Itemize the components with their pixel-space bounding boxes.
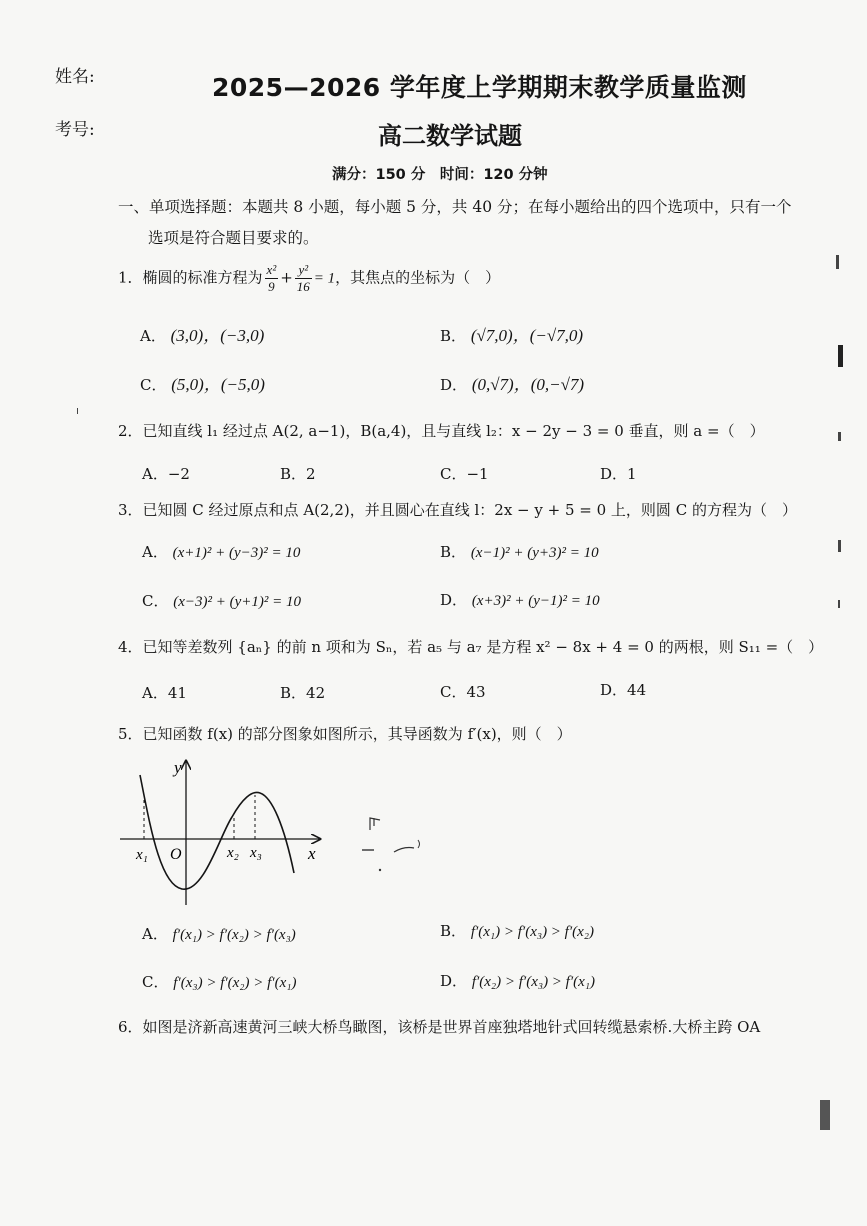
q1-option-a: A． (3,0)，(−3,0) xyxy=(140,326,265,345)
q2-option-d: D．1 xyxy=(600,465,637,483)
section-1-instructions-cont: 选项是符合题目要求的。 xyxy=(148,229,319,247)
q1-option-d: D． (0,√7)，(0,−√7) xyxy=(440,375,585,394)
name-label: 姓名: xyxy=(55,67,95,87)
scan-dot-mark xyxy=(77,408,78,414)
page-subtitle: 高二数学试题 xyxy=(378,122,522,150)
q4-option-c: C．43 xyxy=(440,683,486,701)
q3-option-b: B． (x−1)² + (y+3)² = 10 xyxy=(440,543,599,561)
fraction-y2-over-16: $\frac{\text{y²}}{16}$ xyxy=(296,262,310,294)
x1-label: x₁ xyxy=(136,847,148,863)
function-graph xyxy=(112,755,332,915)
q2-option-c: C．−1 xyxy=(440,465,489,483)
q1-option-c: C． (5,0)，(−5,0) xyxy=(140,375,265,394)
scan-edge-mark xyxy=(838,345,843,367)
q1-option-b: B． (√7,0)，(−√7,0) xyxy=(440,326,584,345)
scan-edge-mark xyxy=(838,600,840,608)
q5-option-a: A． f′(x₁) > f′(x₂) > f′(x₃) xyxy=(142,925,296,943)
plus-sign: + xyxy=(280,268,293,287)
question-1-suffix: ，其焦点的坐标为（ ） xyxy=(335,268,501,287)
q2-option-a: A．−2 xyxy=(142,465,190,483)
question-4: 4．已知等差数列 {aₙ} 的前 n 项和为 Sₙ，若 a₅ 与 a₇ 是方程 x² − 8x + 4 = 0 的两根，则 S₁₁ =（ ） xyxy=(118,638,824,656)
scan-edge-mark xyxy=(838,432,841,441)
page-title: 2025—2026 学年度上学期期末教学质量监测 xyxy=(212,73,747,102)
q5-option-b: B． f′(x₁) > f′(x₃) > f′(x₂) xyxy=(440,922,594,940)
q5-option-d: D． f′(x₂) > f′(x₃) > f′(x₁) xyxy=(440,972,595,990)
question-5: 5．已知函数 f(x) 的部分图象如图所示，其导函数为 f′(x)，则（ ） xyxy=(118,725,572,743)
scan-edge-mark xyxy=(838,540,841,552)
question-6: 6．如图是济新高速黄河三峡大桥鸟瞰图，该桥是世界首座独塔地针式回转缆悬索桥.大桥主跨 OA xyxy=(118,1018,761,1036)
question-1-prefix: 1．椭圆的标准方程为 xyxy=(118,268,263,287)
question-3: 3．已知圆 C 经过原点和点 A(2,2)，并且圆心在直线 l：2x − y + 5 = 0 上，则圆 C 的方程为（ ） xyxy=(118,501,797,519)
q4-option-a: A．41 xyxy=(142,684,187,702)
function-curve xyxy=(140,775,294,889)
pencil-scribble-marks xyxy=(360,812,430,882)
q4-option-b: B．42 xyxy=(280,684,326,702)
y-axis-label: y xyxy=(174,758,182,777)
equals-one: = 1 xyxy=(313,270,336,287)
q2-option-b: B．2 xyxy=(280,465,316,483)
q3-option-d: D． (x+3)² + (y−1)² = 10 xyxy=(440,591,600,609)
fraction-x2-over-9: $\frac{\text{x²}}{9}$ xyxy=(266,262,277,294)
q3-option-a: A． (x+1)² + (y−3)² = 10 xyxy=(142,543,301,561)
section-1-instructions: 一、单项选择题：本题共 8 小题，每小题 5 分，共 40 分；在每小题给出的四个选项中，只有一个 xyxy=(118,198,792,216)
q4-option-d: D．44 xyxy=(600,681,647,699)
q5-option-c: C． f′(x₃) > f′(x₂) > f′(x₁) xyxy=(142,973,297,991)
x-axis-label: x xyxy=(308,844,316,863)
x3-label: x₃ xyxy=(250,845,262,861)
origin-label: O xyxy=(170,846,182,863)
scan-edge-mark xyxy=(836,255,839,269)
exam-id-label: 考号: xyxy=(55,120,95,140)
x2-label: x₂ xyxy=(227,845,239,861)
question-2: 2．已知直线 l₁ 经过点 A(2, a−1)，B(a,4)，且与直线 l₂：x − 2y − 3 = 0 垂直，则 a =（ ） xyxy=(118,422,765,440)
scan-edge-mark xyxy=(820,1100,830,1130)
q3-option-c: C． (x−3)² + (y+1)² = 10 xyxy=(142,592,302,610)
question-1 xyxy=(118,262,500,295)
exam-meta: 满分：150 分 时间：120 分钟 xyxy=(332,167,548,183)
